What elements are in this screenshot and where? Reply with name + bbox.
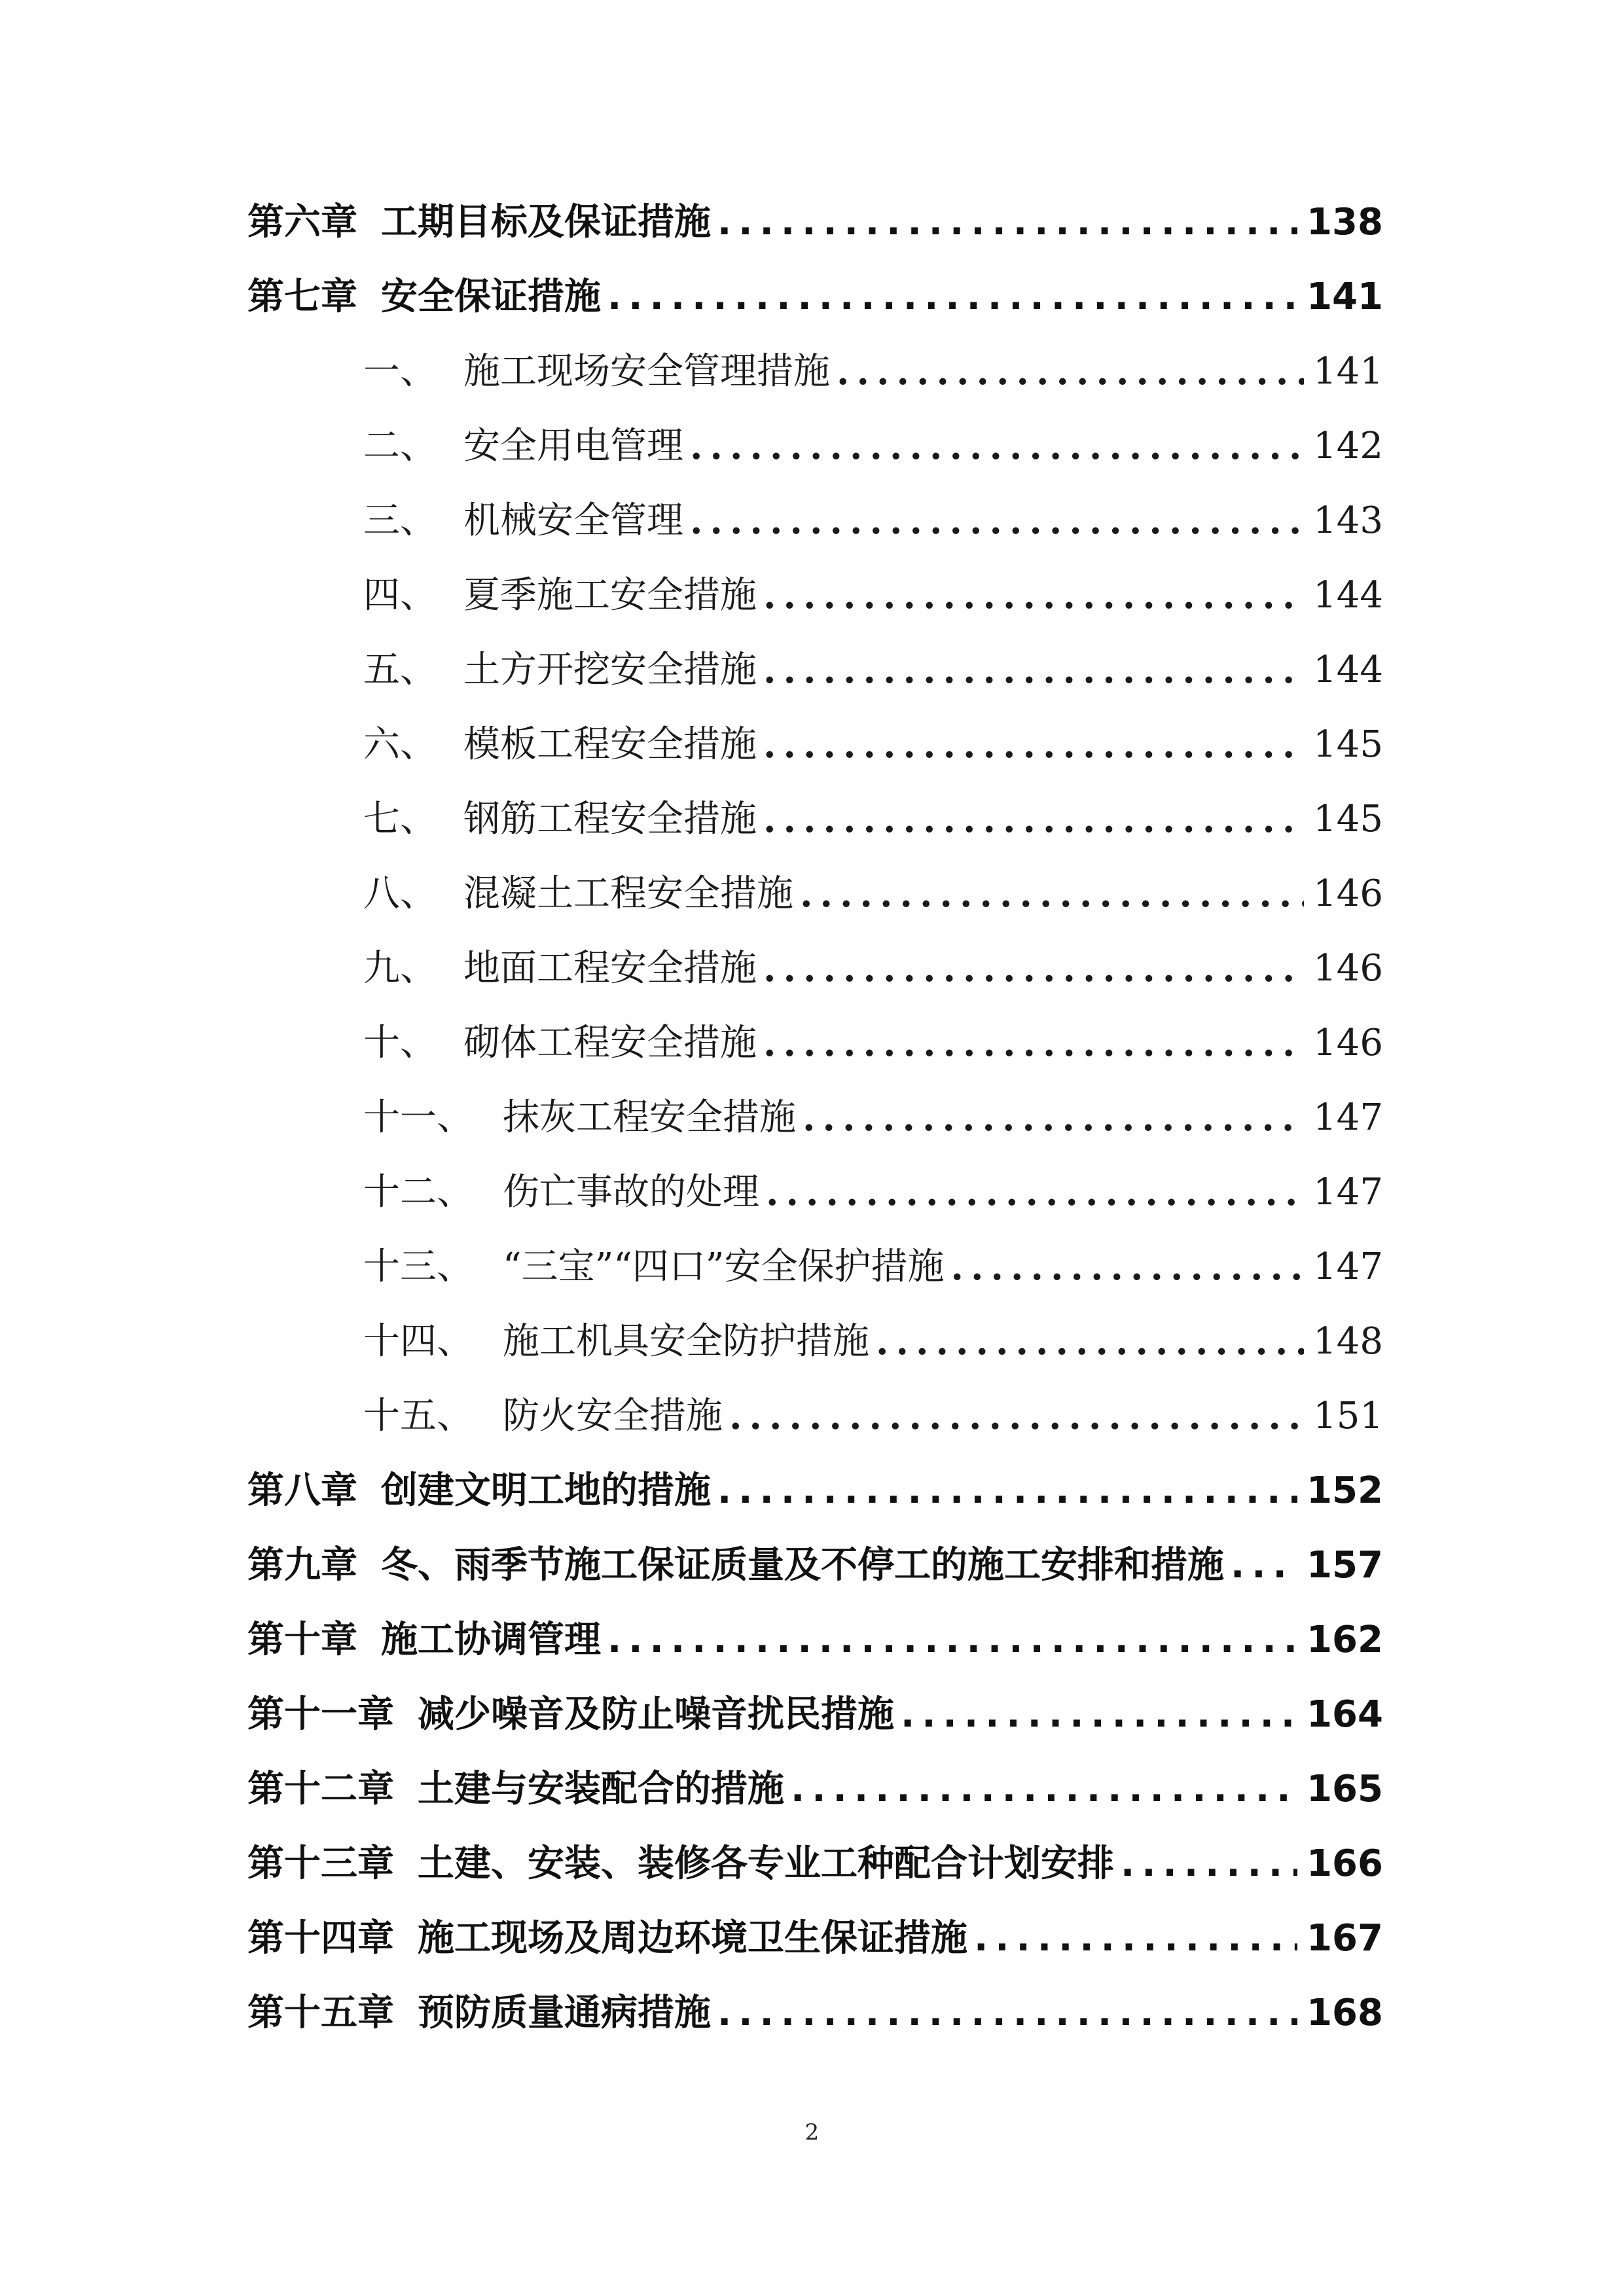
toc-entry-chapter-15[interactable] xyxy=(247,1981,1383,2046)
dot-leader xyxy=(800,861,1304,927)
toc-entry-title: 施工机具安全防护措施 xyxy=(503,1320,869,1363)
toc-entry-number: 十二、 xyxy=(363,1171,473,1213)
toc-entry-section-13[interactable] xyxy=(363,1234,1383,1300)
toc-entry-number: 第九章 xyxy=(247,1544,357,1587)
toc-entry-page: 141 xyxy=(1313,350,1383,393)
toc-entry-page: 157 xyxy=(1307,1544,1383,1587)
toc-entry-page: 142 xyxy=(1313,425,1383,467)
dot-leader xyxy=(876,1309,1304,1374)
toc-entry-section-12[interactable] xyxy=(363,1160,1383,1225)
toc-entry-number: 第十五章 xyxy=(247,1992,394,2034)
toc-entry-section-4[interactable] xyxy=(363,563,1383,628)
toc-entry-number: 二、 xyxy=(363,425,437,467)
toc-entry-number: 第八章 xyxy=(247,1469,357,1512)
toc-entry-page: 168 xyxy=(1307,1992,1383,2034)
dot-leader xyxy=(763,637,1304,703)
toc-entry-section-9[interactable] xyxy=(363,936,1383,1001)
toc-entry-title: 抹灰工程安全措施 xyxy=(503,1096,796,1139)
toc-entry-page: 151 xyxy=(1313,1395,1383,1437)
toc-entry-title: 混凝土工程安全措施 xyxy=(463,872,793,915)
toc-entry-page: 164 xyxy=(1307,1693,1383,1736)
toc-entry-title: “三宝”“四口”安全保护措施 xyxy=(503,1246,945,1288)
toc-entry-section-2[interactable] xyxy=(363,414,1383,479)
toc-entry-page: 143 xyxy=(1313,499,1383,542)
dot-leader xyxy=(763,563,1304,628)
toc-entry-title: 伤亡事故的处理 xyxy=(503,1171,759,1213)
toc-entry-number: 第十一章 xyxy=(247,1693,394,1736)
toc-entry-page: 148 xyxy=(1313,1320,1383,1363)
toc-entry-section-5[interactable] xyxy=(363,637,1383,703)
dot-leader xyxy=(1121,1831,1297,1897)
toc-entry-title: 防火安全措施 xyxy=(503,1395,723,1437)
page-number: 2 xyxy=(804,2119,820,2145)
toc-entry-title: 安全用电管理 xyxy=(463,425,683,467)
toc-entry-page: 147 xyxy=(1313,1096,1383,1139)
toc-entry-section-15[interactable] xyxy=(363,1384,1383,1449)
toc-entry-page: 152 xyxy=(1307,1469,1383,1512)
toc-entry-page: 144 xyxy=(1313,649,1383,691)
dot-leader xyxy=(791,1757,1297,1822)
toc-entry-chapter-13[interactable] xyxy=(247,1831,1383,1897)
toc-entry-number: 十、 xyxy=(363,1022,437,1064)
dot-leader xyxy=(766,1160,1304,1225)
toc-entry-number: 三、 xyxy=(363,499,437,542)
toc-entry-section-14[interactable] xyxy=(363,1309,1383,1374)
toc-entry-number: 十四、 xyxy=(363,1320,473,1363)
toc-entry-title: 砌体工程安全措施 xyxy=(463,1022,757,1064)
toc-entry-number: 四、 xyxy=(363,574,437,617)
dot-leader xyxy=(803,1085,1304,1151)
toc-entry-title: 工期目标及保证措施 xyxy=(381,201,711,243)
dot-leader xyxy=(717,1981,1297,2046)
toc-entry-section-11[interactable] xyxy=(363,1085,1383,1151)
toc-entry-page: 167 xyxy=(1307,1917,1383,1960)
toc-entry-section-10[interactable] xyxy=(363,1011,1383,1076)
toc-entry-number: 第六章 xyxy=(247,201,357,243)
toc-entry-chapter-12[interactable] xyxy=(247,1757,1383,1822)
toc-entry-title: 模板工程安全措施 xyxy=(463,723,757,766)
toc-entry-title: 施工协调管理 xyxy=(381,1619,601,1661)
toc-entry-number: 十三、 xyxy=(363,1246,473,1288)
toc-entry-title: 减少噪音及防止噪音扰民措施 xyxy=(418,1693,894,1736)
dot-leader xyxy=(763,936,1304,1001)
dot-leader xyxy=(607,1607,1297,1673)
toc-entry-title: 安全保证措施 xyxy=(381,276,601,318)
toc-entry-page: 146 xyxy=(1313,947,1383,990)
toc-entry-title: 钢筋工程安全措施 xyxy=(463,798,757,840)
toc-entry-title: 预防质量通病措施 xyxy=(418,1992,711,2034)
dot-leader xyxy=(717,190,1297,255)
toc-entry-title: 机械安全管理 xyxy=(463,499,683,542)
toc-entry-title: 土建、安装、装修各专业工种配合计划安排 xyxy=(418,1842,1114,1885)
toc-entry-page: 141 xyxy=(1307,276,1383,318)
toc-entry-page: 166 xyxy=(1307,1842,1383,1885)
toc-entry-number: 十一、 xyxy=(363,1096,473,1139)
dot-leader xyxy=(763,1011,1304,1076)
toc-entry-number: 八、 xyxy=(363,872,437,915)
toc-entry-page: 162 xyxy=(1307,1619,1383,1661)
toc-entry-number: 十五、 xyxy=(363,1395,473,1437)
toc-entry-page: 146 xyxy=(1313,872,1383,915)
toc-entry-number: 九、 xyxy=(363,947,437,990)
toc-entry-chapter-11[interactable] xyxy=(247,1682,1383,1748)
toc-entry-page: 145 xyxy=(1313,798,1383,840)
toc-entry-number: 第十三章 xyxy=(247,1842,394,1885)
toc-entry-title: 施工现场及周边环境卫生保证措施 xyxy=(418,1917,967,1960)
toc-entry-chapter-6[interactable] xyxy=(247,190,1383,255)
dot-leader xyxy=(951,1234,1305,1300)
toc-entry-title: 夏季施工安全措施 xyxy=(463,574,757,617)
toc-entry-section-1[interactable] xyxy=(363,339,1383,404)
toc-entry-chapter-9[interactable] xyxy=(247,1533,1383,1598)
toc-entry-section-6[interactable] xyxy=(363,712,1383,778)
dot-leader xyxy=(729,1384,1304,1449)
toc-entry-title: 施工现场安全管理措施 xyxy=(463,350,830,393)
toc-entry-page: 145 xyxy=(1313,723,1383,766)
dot-leader xyxy=(763,712,1304,778)
toc-entry-number: 第十四章 xyxy=(247,1917,394,1960)
dot-leader xyxy=(763,787,1304,852)
toc-entry-chapter-8[interactable] xyxy=(247,1458,1383,1524)
toc-entry-page: 146 xyxy=(1313,1022,1383,1064)
toc-entry-chapter-7[interactable] xyxy=(247,264,1383,330)
toc-entry-section-8[interactable] xyxy=(363,861,1383,927)
toc-entry-title: 土建与安装配合的措施 xyxy=(418,1768,784,1810)
toc-entry-title: 地面工程安全措施 xyxy=(463,947,757,990)
toc-entry-number: 一、 xyxy=(363,350,437,393)
toc-entry-number: 第七章 xyxy=(247,276,357,318)
toc-entry-title: 创建文明工地的措施 xyxy=(381,1469,711,1512)
toc-entry-section-7[interactable] xyxy=(363,787,1383,852)
dot-leader xyxy=(607,264,1297,330)
toc-entry-title: 冬、雨季节施工保证质量及不停工的施工安排和措施 xyxy=(381,1544,1224,1587)
toc-entry-page: 144 xyxy=(1313,574,1383,617)
toc-entry-page: 165 xyxy=(1307,1768,1383,1810)
toc-entry-number: 第十章 xyxy=(247,1619,357,1661)
dot-leader xyxy=(901,1682,1297,1748)
dot-leader xyxy=(717,1458,1297,1524)
toc-entry-page: 147 xyxy=(1313,1246,1383,1288)
dot-leader xyxy=(837,339,1304,404)
toc-entry-number: 第十二章 xyxy=(247,1768,394,1810)
toc-entry-title: 土方开挖安全措施 xyxy=(463,649,757,691)
dot-leader xyxy=(1231,1533,1297,1598)
toc-entry-chapter-10[interactable] xyxy=(247,1607,1383,1673)
toc-entry-chapter-14[interactable] xyxy=(247,1906,1383,1971)
dot-leader xyxy=(974,1906,1297,1971)
toc-entry-section-3[interactable] xyxy=(363,488,1383,554)
toc-entry-page: 138 xyxy=(1307,201,1383,243)
toc-entry-number: 六、 xyxy=(363,723,437,766)
dot-leader xyxy=(690,488,1304,554)
toc-entry-number: 五、 xyxy=(363,649,437,691)
toc-entry-page: 147 xyxy=(1313,1171,1383,1213)
toc-entry-number: 七、 xyxy=(363,798,437,840)
dot-leader xyxy=(690,414,1304,479)
